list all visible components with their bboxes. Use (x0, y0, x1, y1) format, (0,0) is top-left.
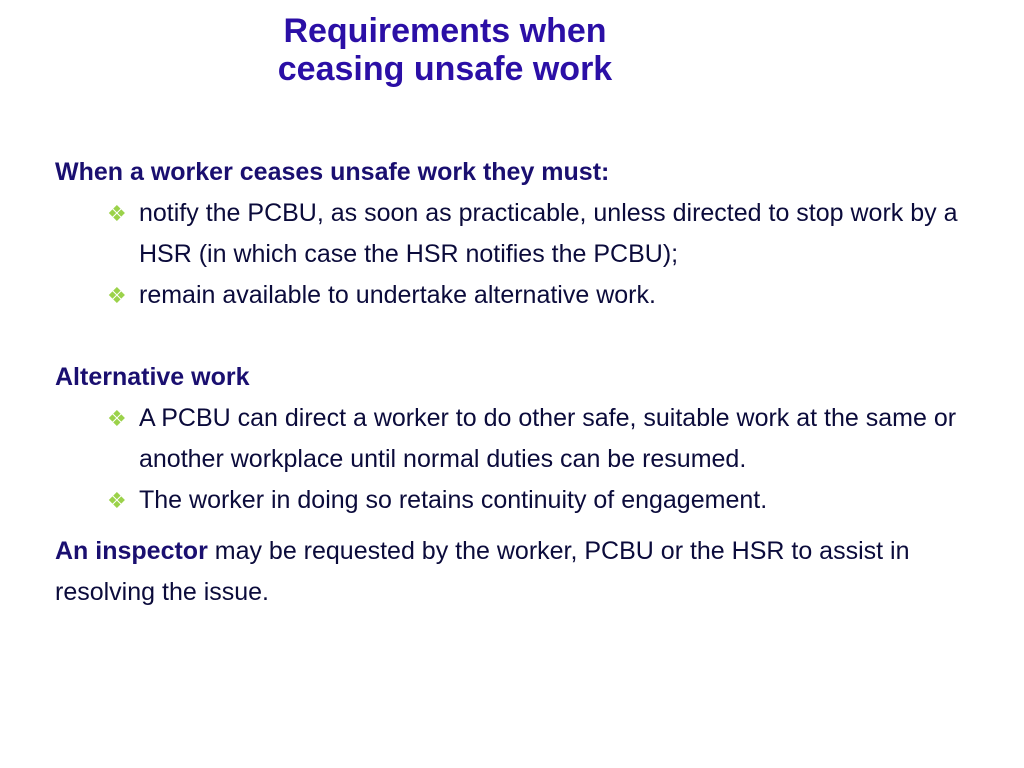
alternative-bullet-list (55, 398, 1005, 521)
closing-paragraph (55, 531, 1005, 613)
list-item (107, 193, 1005, 275)
cease-bullet-list (55, 193, 1005, 316)
slide-title (200, 12, 690, 88)
slide-title-line1: Requirements when (283, 12, 607, 50)
bullet-text: remain available to undertake alternative work. (139, 281, 656, 309)
slide-body (55, 152, 1005, 613)
four-diamond-bullet-icon: ❖ (107, 406, 127, 431)
inspector-lead: An inspector (55, 537, 208, 565)
list-item (107, 480, 1005, 521)
bullet-text: A PCBU can direct a worker to do other safe, suitable work at the same or another workplace until normal duties can be resumed. (139, 404, 957, 473)
list-item (107, 275, 1005, 316)
four-diamond-bullet-icon: ❖ (107, 488, 127, 513)
four-diamond-bullet-icon: ❖ (107, 283, 127, 308)
list-item (107, 398, 1005, 480)
section-heading-alternative: Alternative work (55, 363, 250, 391)
slide-title-line2: ceasing unsafe work (277, 50, 613, 88)
closing-text: may be requested by the worker, PCBU or the HSR to assist in resolving the issue. (55, 537, 910, 606)
four-diamond-bullet-icon: ❖ (107, 201, 127, 226)
section-heading-cease: When a worker ceases unsafe work they must: (55, 158, 610, 186)
bullet-text: The worker in doing so retains continuity of engagement. (139, 486, 768, 514)
bullet-text: notify the PCBU, as soon as practicable, unless directed to stop work by a HSR (in which case the HSR notifies the PCBU); (139, 199, 958, 268)
